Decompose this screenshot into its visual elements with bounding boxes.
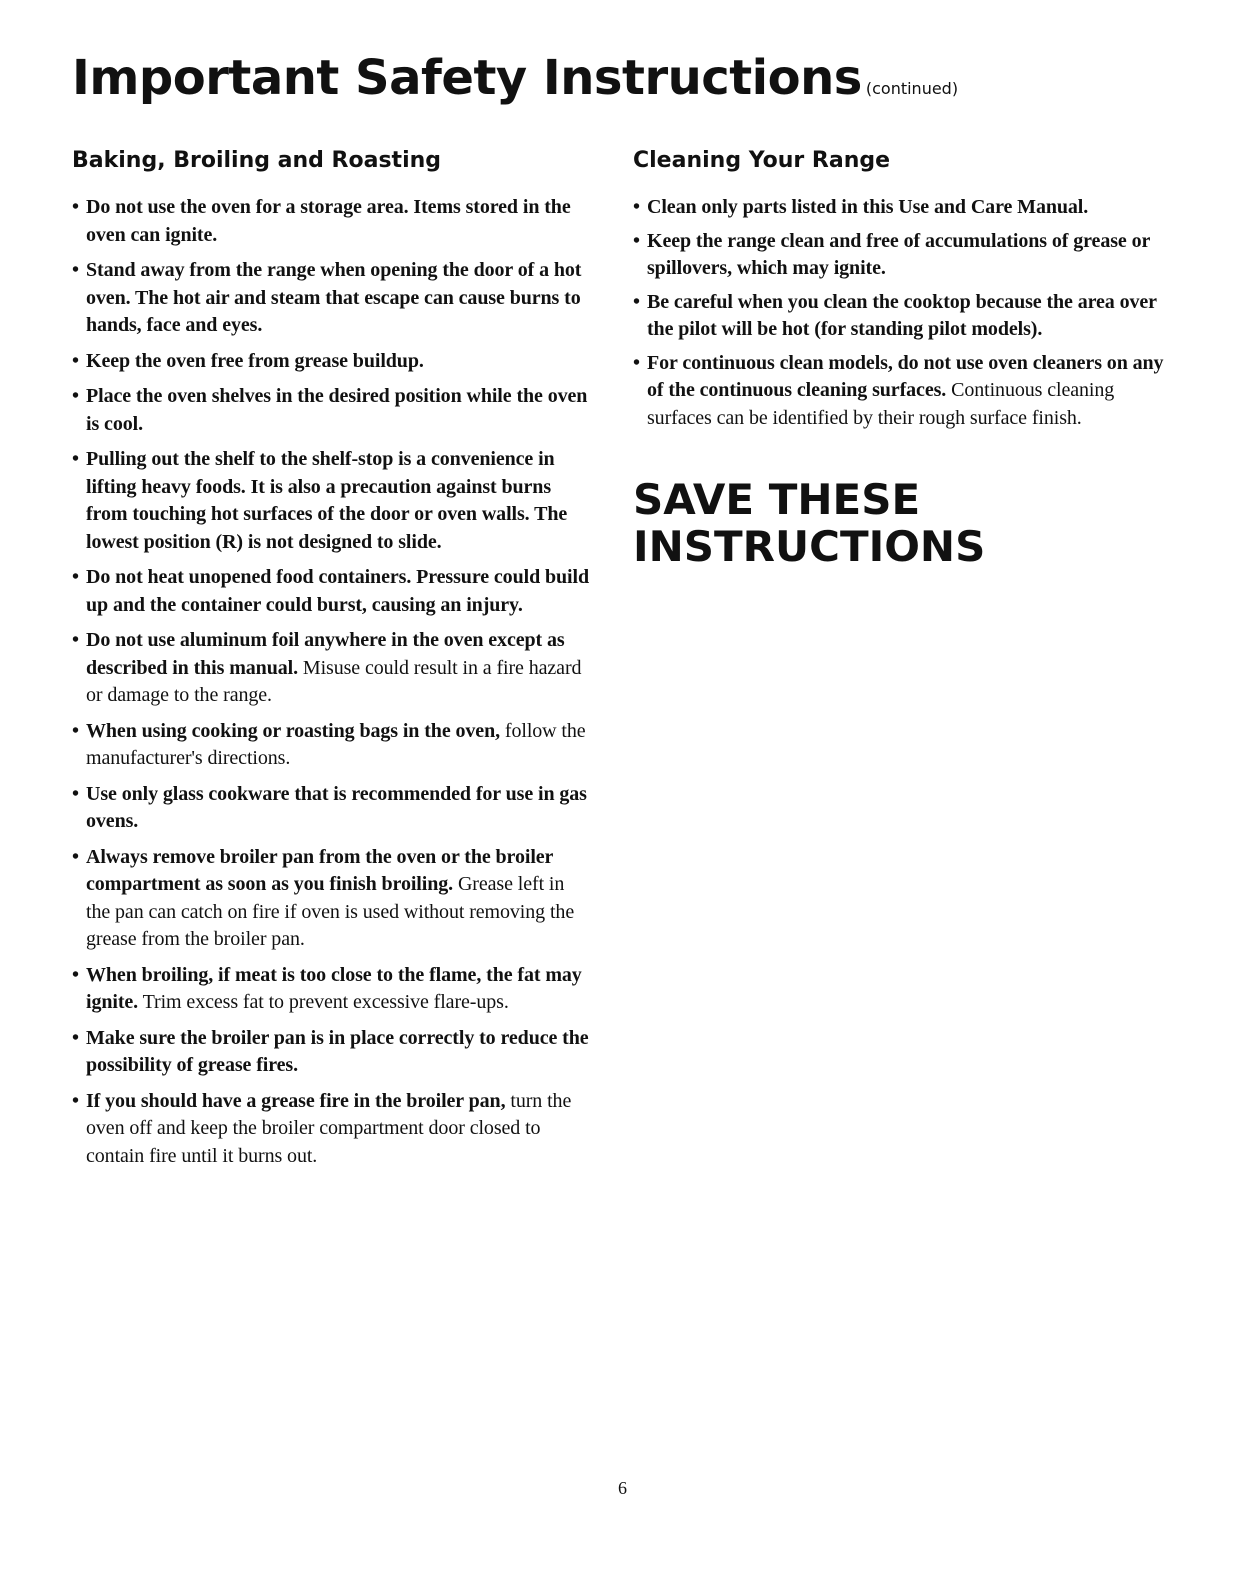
bullet-icon: •	[72, 349, 79, 372]
bullet-icon: •	[72, 385, 79, 408]
page-number: 6	[618, 1478, 627, 1498]
page-title	[72, 50, 959, 106]
item-bold-text: Clean only parts listed in this Use and Care Manual.	[647, 196, 1089, 219]
section-heading-cleaning: Cleaning Your Range	[633, 148, 891, 173]
list-item	[633, 194, 1178, 222]
item-bold-text: Make sure the broiler pan is in place correctly to reduce the possibility of grease fires.	[86, 1026, 589, 1077]
item-bold-text: Stand away from the range when opening the door of a hot oven. The hot air and steam that escape can cause burns to hands, face and eyes.	[86, 259, 582, 337]
section-heading-baking: Baking, Broiling and Roasting	[72, 148, 442, 173]
bullet-icon: •	[633, 229, 640, 252]
item-normal-text: Continuous cleaning surfaces can be identified by their rough surface finish.	[647, 379, 1115, 429]
list-item	[72, 1025, 592, 1080]
list-item	[72, 1088, 592, 1171]
list-item	[72, 844, 592, 954]
left-column	[72, 148, 592, 1178]
list-item	[72, 781, 592, 836]
item-bold-text: Do not use aluminum foil anywhere in the oven except as described in this manual.	[86, 629, 565, 679]
list-item	[72, 194, 592, 249]
item-bold-text: Be careful when you clean the cooktop because the area over the pilot will be hot (for standing pilot models).	[647, 290, 1157, 341]
list-item	[72, 348, 592, 376]
item-normal-text: Trim excess fat to prevent excessive flare-ups.	[142, 991, 509, 1014]
save-heading-line-1: SAVE THESE	[633, 475, 921, 525]
bullet-icon: •	[633, 290, 640, 313]
list-item	[633, 228, 1178, 283]
item-bold-text: For continuous clean models, do not use oven cleaners on any of the continuous cleaning surfaces.	[647, 351, 1164, 402]
item-bold-text: Keep the oven free from grease buildup.	[86, 349, 424, 372]
list-item	[633, 350, 1178, 433]
bullet-icon: •	[72, 259, 79, 282]
bullet-icon: •	[72, 1026, 79, 1049]
item-bold-text: If you should have a grease fire in the broiler pan,	[86, 1089, 506, 1112]
item-bold-text: Do not use the oven for a storage area. Items stored in the oven can ignite.	[86, 196, 571, 246]
bullet-icon: •	[72, 448, 79, 471]
item-bold-text: Do not heat unopened food containers. Pressure could build up and the container could burst, causing an injury.	[86, 566, 589, 616]
item-bold-text: When broiling, if meat is too close to the flame, the fat may ignite.	[86, 963, 582, 1014]
page-title-main: Important Safety Instructions	[72, 50, 862, 106]
bullet-icon: •	[72, 566, 79, 589]
bullet-icon: •	[72, 963, 79, 986]
bullet-icon: •	[72, 782, 79, 805]
bullet-icon: •	[72, 845, 79, 868]
save-heading-line-2: INSTRUCTIONS	[633, 522, 986, 572]
item-normal-text: Grease left in the pan can catch on fire if oven is used without removing the grease from the broiler pan.	[86, 873, 575, 951]
page-title-suffix: (continued)	[865, 79, 959, 98]
item-bold-text: Use only glass cookware that is recommended for use in gas ovens.	[86, 782, 587, 833]
list-item	[72, 962, 592, 1017]
bullet-icon: •	[633, 196, 640, 219]
item-normal-text: follow the manufacturer's directions.	[86, 719, 586, 770]
bullet-icon: •	[72, 1089, 79, 1112]
item-bold-text: Always remove broiler pan from the oven or the broiler compartment as soon as you finish broiling.	[86, 845, 553, 896]
list-item	[72, 446, 592, 556]
item-bold-text: Place the oven shelves in the desired position while the oven is cool.	[86, 385, 588, 435]
list-item	[72, 627, 592, 710]
item-bold-text: Pulling out the shelf to the shelf-stop is a convenience in lifting heavy foods. It is also a precaution against burns from touching hot surfaces of the door or oven walls. The lowest position (R) is not designed to slide.	[86, 448, 568, 553]
item-bold-text: When using cooking or roasting bags in the oven,	[86, 719, 500, 742]
list-item	[72, 718, 592, 773]
baking-list	[72, 194, 592, 1170]
bullet-icon: •	[72, 719, 79, 742]
bullet-icon: •	[72, 196, 79, 219]
cleaning-list	[633, 194, 1178, 432]
item-normal-text: turn the oven off and keep the broiler compartment door closed to contain fire until it burns out.	[86, 1089, 572, 1167]
bullet-icon: •	[633, 351, 640, 374]
item-bold-text: Keep the range clean and free of accumulations of grease or spillovers, which may ignite.	[647, 229, 1150, 280]
bullet-icon: •	[72, 629, 79, 652]
list-item	[72, 257, 592, 340]
item-normal-text: Misuse could result in a fire hazard or damage to the range.	[86, 656, 582, 707]
save-instructions-heading	[633, 476, 1178, 570]
list-item	[72, 383, 592, 438]
right-column	[633, 148, 1178, 570]
list-item	[72, 564, 592, 619]
list-item	[633, 289, 1178, 344]
